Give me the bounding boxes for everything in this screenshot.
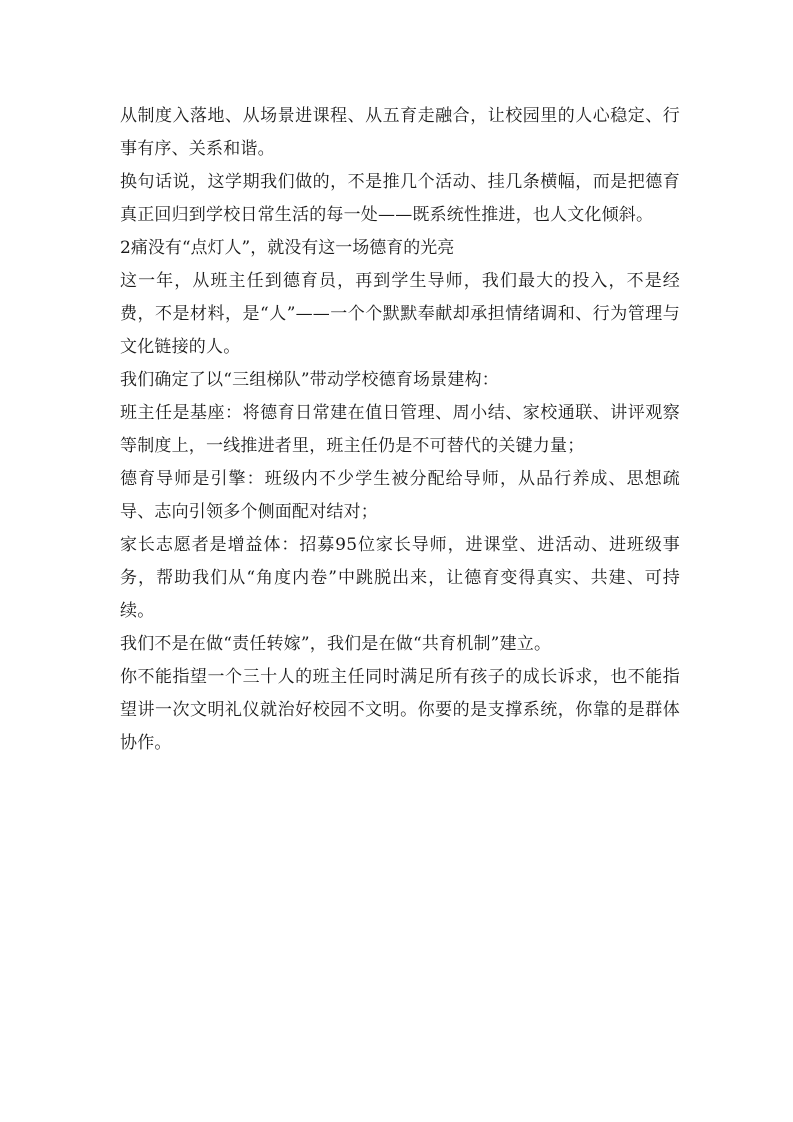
paragraph: 家长志愿者是增益体：招募95位家长导师，进课堂、进活动、进班级事务，帮助我们从“角度内卷”中跳脱出来，让德育变得真实、共建、可持续。 <box>120 535 680 621</box>
paragraph: 换句话说，这学期我们做的，不是推几个活动、挂几条横幅，而是把德育真正回归到学校日常生活的每一处——既系统性推进，也人文化倾斜。 <box>120 172 680 225</box>
paragraph: 你不能指望一个三十人的班主任同时满足所有孩子的成长诉求，也不能指望讲一次文明礼仪就治好校园不文明。你要的是支撑系统，你靠的是群体协作。 <box>120 667 680 753</box>
paragraph: 从制度入落地、从场景进课程、从五育走融合，让校园里的人心稳定、行事有序、关系和谐。 <box>120 106 680 159</box>
document-body <box>120 100 680 760</box>
section-heading: 2痛没有“点灯人”，就没有这一场德育的光亮 <box>120 238 455 258</box>
paragraph: 我们不是在做“责任转嫁”，我们是在做“共育机制”建立。 <box>120 634 552 654</box>
paragraph: 这一年，从班主任到德育员，再到学生导师，我们最大的投入，不是经费，不是材料，是“人”——一个个默默奉献却承担情绪调和、行为管理与文化链接的人。 <box>120 271 680 357</box>
paragraph: 我们确定了以“三组梯队”带动学校德育场景建构： <box>120 370 499 390</box>
paragraph: 班主任是基座：将德育日常建在值日管理、周小结、家校通联、讲评观察等制度上，一线推进者里，班主任仍是不可替代的关键力量； <box>120 403 680 456</box>
paragraph: 德育导师是引擎：班级内不少学生被分配给导师，从品行养成、思想疏导、志向引领多个侧面配对结对； <box>120 469 680 522</box>
